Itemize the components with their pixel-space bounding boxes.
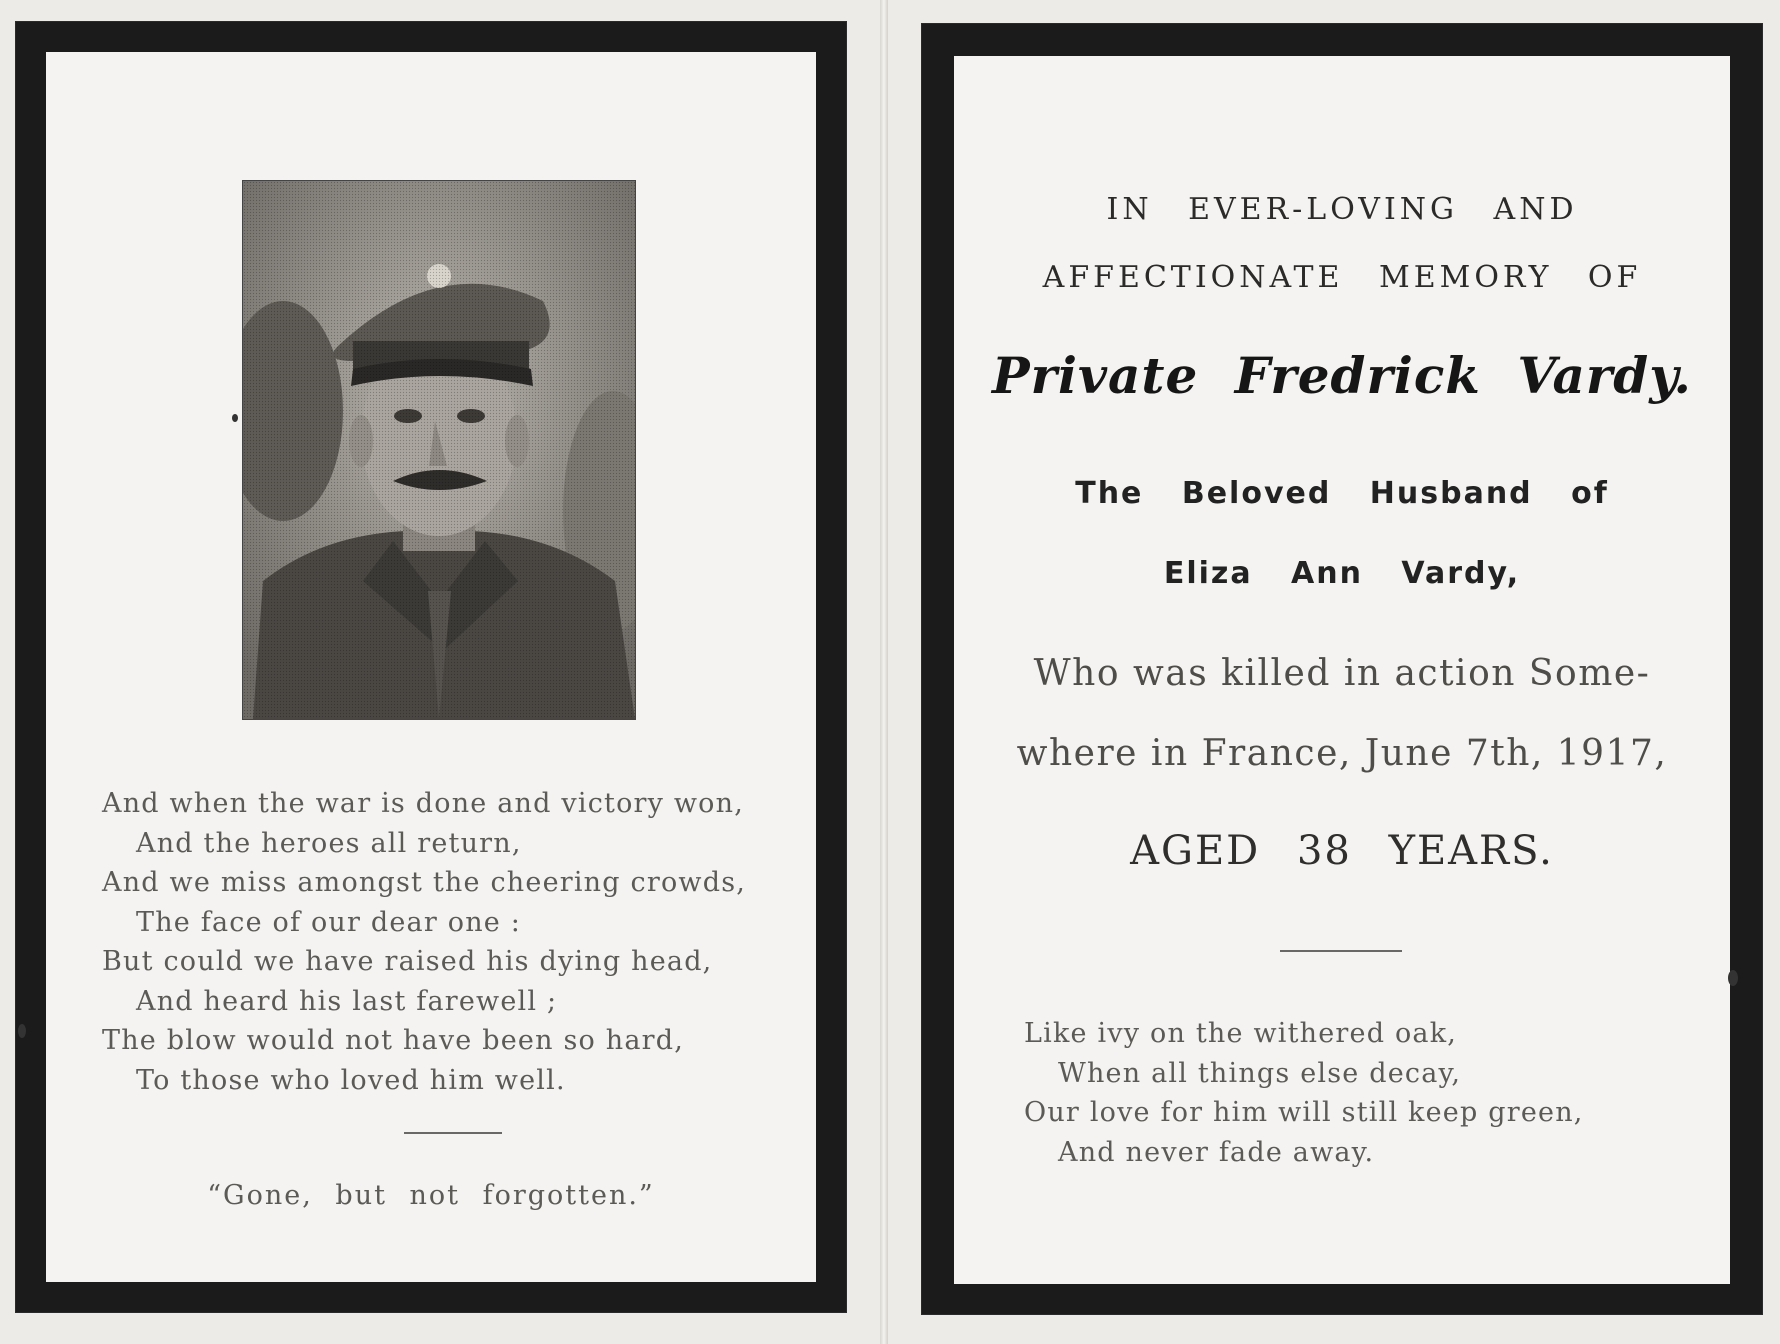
memory-heading-line-2: AFFECTIONATE MEMORY OF: [1042, 260, 1642, 295]
left-panel: [46, 52, 816, 1282]
poem-line: Like ivy on the withered oak,: [1024, 1018, 1458, 1049]
deceased-name: Private Fredrick Vardy.: [992, 346, 1692, 405]
portrait-illustration: [243, 181, 635, 719]
poem-line: Our love for him will still keep green,: [1024, 1097, 1584, 1128]
poem-line: The blow would not have been so hard,: [102, 1025, 685, 1056]
ink-speck: [1728, 970, 1738, 986]
left-poem: [102, 784, 802, 1100]
right-divider: [1280, 950, 1402, 952]
right-panel: [954, 56, 1730, 1284]
right-panel-border: [922, 24, 1762, 1314]
card-fold: [880, 0, 888, 1344]
relation-line-2: Eliza Ann Vardy,: [1163, 556, 1521, 591]
memory-heading-line-1: IN EVER-LOVING AND: [1106, 192, 1578, 227]
soldier-portrait-photo: [242, 180, 636, 720]
poem-line: When all things else decay,: [1058, 1057, 1462, 1089]
right-poem: [1024, 1014, 1664, 1172]
poem-line: And heard his last farewell ;: [136, 985, 558, 1017]
left-panel-border: [16, 22, 846, 1312]
left-divider: [404, 1132, 502, 1134]
death-line-1: Who was killed in action Some-: [1033, 653, 1651, 694]
poem-line: And we miss amongst the cheering crowds,: [102, 867, 747, 898]
relation-line-1: The Beloved Husband of: [1075, 476, 1609, 511]
death-line-2: where in France, June 7th, 1917,: [1016, 733, 1668, 774]
ink-speck: [232, 414, 238, 422]
poem-line: And when the war is done and victory won,: [102, 788, 745, 819]
motto: “Gone, but not forgotten.”: [207, 1180, 655, 1211]
poem-line: To those who loved him well.: [136, 1064, 566, 1096]
poem-line: And never fade away.: [1058, 1136, 1375, 1168]
age-line: AGED 38 YEARS.: [1130, 828, 1554, 874]
ink-speck: [18, 1024, 26, 1038]
poem-line: But could we have raised his dying head,: [102, 946, 713, 977]
poem-line: And the heroes all return,: [136, 827, 522, 859]
poem-line: The face of our dear one :: [136, 906, 522, 938]
